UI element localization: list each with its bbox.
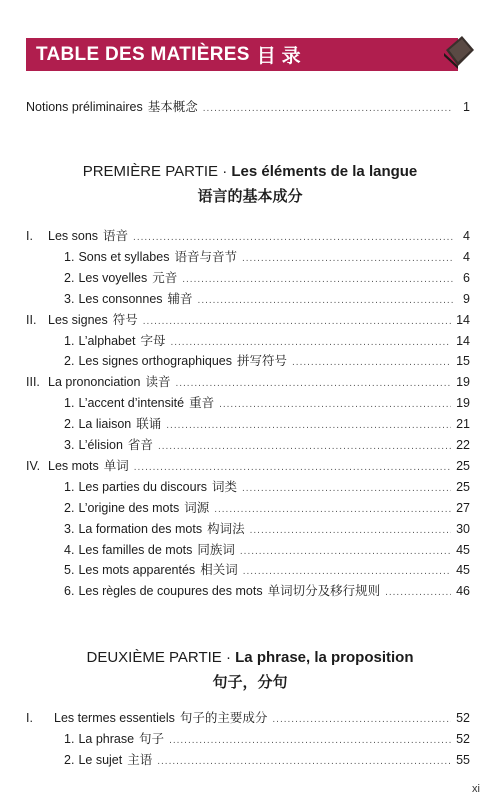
toc-title: TABLE DES MATIÈRES: [36, 43, 250, 65]
entry-number: 5.: [64, 563, 75, 578]
entry-label-group: [26, 312, 138, 328]
toc-section-entry[interactable]: [26, 374, 470, 392]
part-title-zh: 语言的基本成分: [197, 188, 303, 205]
entry-label: Le sujet: [78, 753, 123, 767]
entry-page: 27: [456, 500, 470, 515]
entry-page: 14: [456, 333, 470, 348]
entry-label-zh: 单词: [103, 458, 129, 473]
part-separator: ·: [218, 163, 232, 180]
entry-label-zh: 词源: [184, 500, 210, 515]
entry-number: 1.: [64, 333, 75, 348]
toc-subentry[interactable]: [64, 583, 470, 601]
page-number: xi: [472, 783, 480, 795]
leader-dots: [292, 355, 451, 371]
entry-label: L’élision: [78, 438, 123, 452]
toc-subentry[interactable]: [64, 291, 470, 309]
toc-section-entry[interactable]: [26, 710, 470, 728]
entry-label-group: [64, 562, 238, 578]
entry-label-group: [64, 731, 164, 747]
leader-dots: [385, 585, 451, 601]
entry-label: L’accent d’intensité: [78, 396, 185, 411]
part-title: Les éléments de la langue: [231, 163, 418, 180]
entry-label: Les signes orthographiques: [78, 354, 233, 369]
entry-label-group: [64, 437, 153, 453]
entry-label-group: [26, 228, 128, 244]
toc-section-entry[interactable]: [26, 458, 470, 476]
entry-label-zh: 元音: [152, 270, 178, 285]
entry-number: 6.: [64, 584, 75, 599]
toc-subentry[interactable]: [64, 542, 470, 560]
entry-number: 2.: [64, 753, 75, 767]
entry-number: 2.: [64, 354, 75, 369]
entry-page: 46: [456, 584, 470, 599]
toc-subentry[interactable]: [64, 395, 470, 413]
leader-dots: [198, 293, 453, 309]
leader-dots: [170, 335, 451, 351]
entry-label-zh: 语音: [103, 229, 129, 243]
entry-label-zh: 单词切分及移行规则: [267, 584, 381, 599]
entry-number: 3.: [64, 291, 75, 306]
toc-entry-prelim[interactable]: [26, 99, 470, 117]
leader-dots: [214, 502, 451, 518]
entry-label-group: [64, 353, 287, 369]
entry-label: Les familles de mots: [78, 542, 193, 557]
entry-label: Les voyelles: [78, 270, 148, 285]
entry-number: 1.: [64, 396, 75, 411]
entry-label-zh: 相关词: [200, 563, 238, 578]
leader-dots: [219, 397, 451, 413]
toc-section-entry[interactable]: [26, 312, 470, 330]
leader-dots: [175, 376, 451, 392]
entry-page: 52: [456, 732, 470, 746]
entry-label-zh: 构词法: [207, 521, 245, 536]
toc-subentry[interactable]: [64, 249, 470, 267]
entry-label-zh: 字母: [140, 333, 166, 348]
toc-subentry[interactable]: [64, 479, 470, 497]
leader-dots: [242, 251, 453, 267]
entry-label: Notions préliminaires: [26, 100, 143, 114]
entry-page: 15: [456, 354, 470, 369]
entry-page: 25: [456, 458, 470, 473]
entry-label: L’alphabet: [78, 333, 136, 348]
part-heading: [0, 649, 500, 666]
entry-label-zh: 读音: [145, 375, 171, 390]
leader-dots: [134, 460, 451, 476]
part-heading: [0, 163, 500, 180]
entry-label: La formation des mots: [78, 521, 203, 536]
entry-label-group: [64, 583, 380, 599]
entry-page: 21: [456, 417, 470, 432]
leader-dots: [158, 439, 451, 455]
entry-number: 2.: [64, 500, 75, 515]
entry-page: 1: [463, 100, 470, 114]
leader-dots: [166, 418, 451, 434]
entry-label-group: [64, 752, 152, 768]
entry-label-zh: 省音: [127, 438, 153, 452]
entry-label-group: [26, 458, 129, 474]
entry-label: L’origine des mots: [78, 500, 180, 515]
entry-label: Les signes: [48, 312, 108, 327]
toc-subentry[interactable]: [64, 416, 470, 434]
entry-label-zh: 重音: [189, 396, 215, 411]
leader-dots: [242, 481, 451, 497]
toc-title-zh: 目 录: [256, 46, 301, 67]
entry-page: 25: [456, 479, 470, 494]
entry-label-zh: 句子: [139, 732, 165, 746]
entry-page: 14: [456, 312, 470, 327]
toc-subentry[interactable]: [64, 353, 470, 371]
entry-number: II.: [26, 312, 37, 327]
leader-dots: [143, 314, 451, 330]
entry-label: Les mots: [48, 458, 99, 473]
entry-page: 4: [463, 249, 470, 264]
leader-dots: [250, 523, 451, 539]
entry-label-group: [64, 500, 209, 516]
toc-subentry[interactable]: [64, 752, 470, 770]
entry-number: 3.: [64, 438, 75, 452]
entry-number: IV.: [26, 458, 41, 473]
entry-label-group: [64, 395, 214, 411]
toc-subentry[interactable]: [64, 731, 470, 749]
entry-page: 55: [456, 753, 470, 767]
entry-label-zh: 基本概念: [147, 100, 198, 114]
toc-subentry[interactable]: [64, 562, 470, 580]
entry-label: La prononciation: [48, 375, 141, 390]
part-title-zh: 句子，分句: [212, 674, 288, 691]
entry-page: 6: [463, 270, 470, 285]
entry-label-group: [64, 291, 193, 307]
entry-number: 1.: [64, 249, 75, 264]
entry-number: 3.: [64, 521, 75, 536]
entry-label-group: [64, 249, 237, 265]
entry-page: 4: [463, 229, 470, 243]
entry-label-group: [64, 333, 165, 349]
toc-section-entry[interactable]: [26, 228, 470, 246]
part-name: PREMIÈRE PARTIE: [82, 163, 219, 180]
toc-subentry[interactable]: [64, 270, 470, 288]
entry-page: 45: [456, 542, 470, 557]
toc-subentry[interactable]: [64, 521, 470, 539]
entry-label: Les parties du discours: [78, 479, 207, 494]
entry-label: Les consonnes: [78, 291, 163, 306]
entry-label: La phrase: [78, 732, 135, 746]
toc-subentry[interactable]: [64, 437, 470, 455]
leader-dots: [243, 564, 451, 580]
leader-dots: [169, 733, 451, 749]
leader-dots: [133, 230, 453, 246]
entry-label-zh: 拼写符号: [237, 354, 288, 369]
leader-dots: [157, 754, 451, 770]
leader-dots: [240, 544, 451, 560]
entry-label-zh: 联诵: [136, 417, 162, 432]
entry-page: 19: [456, 375, 470, 390]
entry-label: Sons et syllabes: [78, 249, 170, 264]
entry-number: 4.: [64, 542, 75, 557]
entry-number: I.: [26, 711, 33, 725]
part-title: La phrase, la proposition: [235, 649, 414, 666]
entry-label: Les règles de coupures des mots: [78, 584, 263, 599]
entry-label-group: [64, 521, 245, 537]
leader-dots: [272, 712, 451, 728]
entry-label-zh: 句子的主要成分: [179, 711, 268, 725]
entry-label: Les mots apparentés: [78, 563, 196, 578]
entry-label-zh: 同族词: [197, 542, 235, 557]
toc-subentry[interactable]: [64, 333, 470, 351]
entry-page: 22: [456, 438, 470, 452]
entry-label-zh: 词类: [211, 479, 237, 494]
leader-dots: [182, 272, 453, 288]
leader-dots: [203, 101, 453, 117]
entry-label-zh: 辅音: [167, 291, 193, 306]
entry-label: Les sons: [48, 229, 99, 243]
entry-label-group: [64, 270, 177, 286]
entry-label-zh: 符号: [112, 312, 138, 327]
entry-label-zh: 语音与音节: [174, 249, 237, 264]
entry-number: 1.: [64, 732, 75, 746]
entry-label: La liaison: [78, 417, 132, 432]
entry-number: 1.: [64, 479, 75, 494]
entry-label-group: [26, 374, 170, 390]
entry-label: Les termes essentiels: [54, 711, 175, 725]
entry-page: 9: [463, 291, 470, 306]
entry-label-group: [26, 710, 267, 726]
entry-number: 2.: [64, 270, 75, 285]
part-name: DEUXIÈME PARTIE: [86, 649, 222, 666]
part-separator: ·: [221, 649, 236, 666]
entry-number: III.: [26, 375, 40, 390]
entry-number: 2.: [64, 417, 75, 432]
entry-label-group: [64, 416, 161, 432]
entry-page: 19: [456, 396, 470, 411]
entry-label-zh: 主语: [127, 753, 153, 767]
entry-label-group: [64, 542, 235, 558]
entry-page: 52: [456, 711, 470, 725]
entry-label-group: [64, 479, 237, 495]
toc-subentry[interactable]: [64, 500, 470, 518]
entry-page: 30: [456, 521, 470, 536]
entry-number: I.: [26, 229, 33, 243]
entry-page: 45: [456, 563, 470, 578]
